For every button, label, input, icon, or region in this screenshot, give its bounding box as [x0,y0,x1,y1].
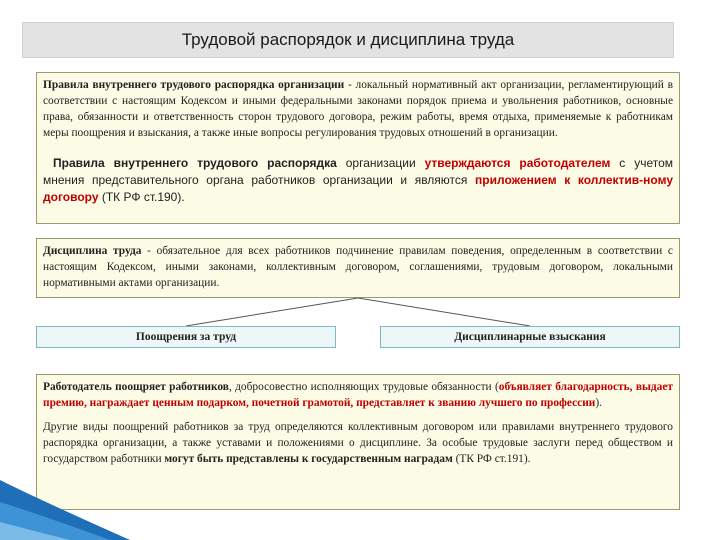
rules-definition-text: - локальный нормативный акт организации, регламентирующий в соответствии с настоящим Кодексом и иными федеральными законами порядок приема и увольнения работников, основные права, обязанности и ответственность сторон трудового договора, режим работы, время отдыха, применяемые к работникам меры поощрения и взыскания, а также иные вопросы регулирования трудовых отношений в организации. [43,79,673,139]
rewards-text-1: , добросовестно исполняющих трудовые обязанности ( [228,381,499,393]
rules-approval-paragraph [43,155,673,206]
rules-definition-box [36,72,680,224]
rewards-box [36,374,680,510]
approval-highlight: утверждаются работодателем [424,156,611,170]
penalties-label: Дисциплинарные взыскания [454,331,606,343]
other-rewards-paragraph [43,419,673,467]
rewards-paragraph [43,379,673,411]
annex-highlight: приложением к коллектив-ному договору [43,173,673,204]
discipline-term: Дисциплина труда [43,245,142,257]
rewards-list-highlight: объявляет благодарность, выдает премию, награждает ценным подарком, почетной грамотой, представляет к званию лучшего по профессии [43,381,673,409]
slide-title-bar [22,22,674,58]
rules-approval-text-1: организации [336,156,425,170]
awards-law-reference: (ТК РФ ст.191). [452,453,531,465]
decorative-swoosh [0,440,130,540]
discipline-definition-text: - обязательное для всех работников подчинение правилам поведения, определенным в соответствии с настоящим Кодексом, иными законами, коллективным договором, соглашениями, трудовым договором, локальными нормативными актами организации. [43,245,673,289]
rewards-text-end: ). [595,397,603,409]
discipline-definition-paragraph [43,243,673,291]
other-rewards-text: Другие виды поощрений работников за труд определяются коллективным договором или правилами внутреннего трудового распорядка организации, а также уставами и положениями о дисциплине. За особые трудовые заслуги перед обществом и государством работники [43,421,673,465]
state-awards-highlight: могут быть представлены к государственным наградам [164,453,453,465]
rewards-tag [36,326,336,348]
rules-approval-text-2: с учетом мнения представительного органа работников организации и являются [43,156,674,187]
discipline-definition-box [36,238,680,298]
penalties-tag [380,326,680,348]
rewards-label: Поощрения за труд [135,331,237,343]
slide-title: Трудовой распорядок и дисциплина труда [181,30,515,49]
rules-approval-term: Правила внутреннего трудового распорядка [53,156,337,170]
employer-rewards-term: Работодатель поощряет работников [43,381,229,393]
rules-definition-paragraph [43,77,673,141]
rules-term: Правила внутреннего трудового распорядка организации [43,79,345,91]
rules-law-reference: (ТК РФ ст.190). [98,190,185,204]
